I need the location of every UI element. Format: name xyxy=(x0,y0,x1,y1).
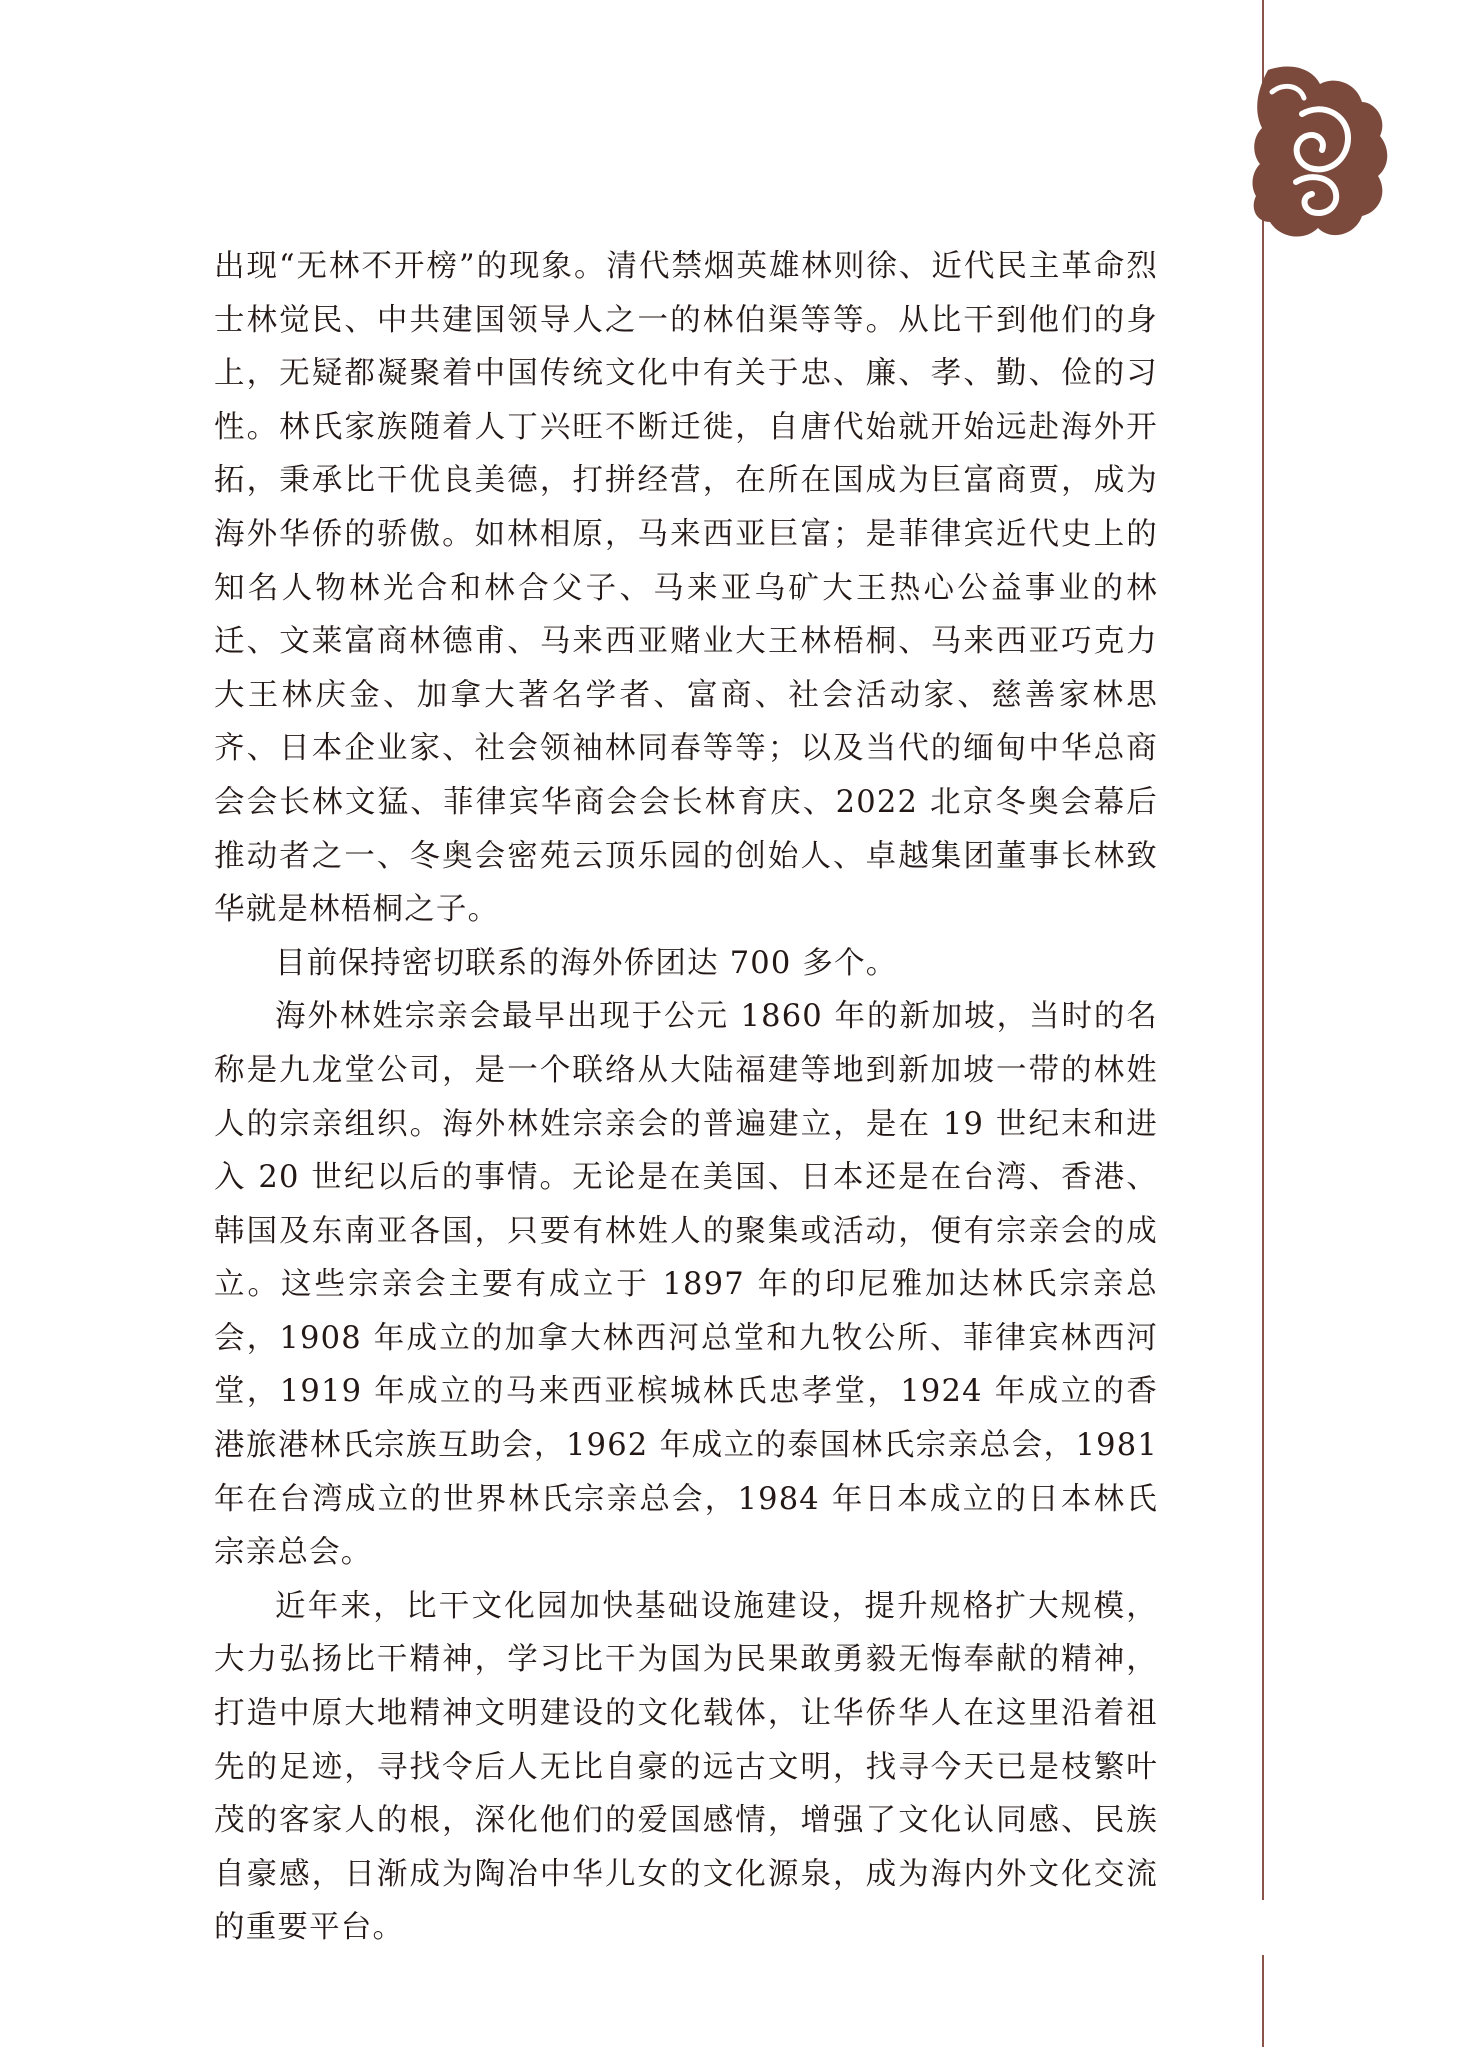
body-text xyxy=(214,240,1158,1955)
margin-rule-top xyxy=(1262,0,1264,1900)
margin-rule-bottom xyxy=(1262,1955,1264,2047)
paragraph: 近年来，比干文化园加快基础设施建设，提升规格扩大规模，大力弘扬比干精神，学习比干为国为民果敢勇毅无悔奉献的精神，打造中原大地精神文明建设的文化载体，让华侨华人在这里沿着祖先的足迹，寻找令后人无比自豪的远古文明，找寻今天已是枝繁叶茂的客家人的根，深化他们的爱国感情，增强了文化认同感、民族自豪感，日渐成为陶冶中华儿女的文化源泉，成为海内外文化交流的重要平台。 xyxy=(214,1588,1158,1946)
auspicious-cloud-icon xyxy=(1250,62,1390,242)
paragraph: 目前保持密切联系的海外侨团达 700 多个。 xyxy=(275,945,898,981)
paragraph: 海外林姓宗亲会最早出现于公元 1860 年的新加坡，当时的名称是九龙堂公司，是一个联络从大陆福建等地到新加坡一带的林姓人的宗亲组织。海外林姓宗亲会的普遍建立，是在 19 世纪末和进入 20 世纪以后的事情。无论是在美国、日本还是在台湾、香港、韩国及东南亚各国，只要有林姓人的聚集或活动，便有宗亲会的成立。这些宗亲会主要有成立于 1897 年的印尼雅加达林氏宗亲总会，1908 年成立的加拿大林西河总堂和九牧公所、菲律宾林西河堂，1919 年成立的马来西亚槟城林氏忠孝堂，1924 年成立的香港旅港林氏宗族互助会，1962 年成立的泰国林氏宗亲总会，1981 年在台湾成立的世界林氏宗亲总会，1984 年日本成立的日本林氏宗亲总会。 xyxy=(214,999,1158,1571)
paragraph: 出现“无林不开榜”的现象。清代禁烟英雄林则徐、近代民主革命烈士林觉民、中共建国领导人之一的林伯渠等等。从比干到他们的身上，无疑都凝聚着中国传统文化中有关于忠、廉、孝、勤、俭的习性。林氏家族随着人丁兴旺不断迁徙，自唐代始就开始远赴海外开拓，秉承比干优良美德，打拼经营，在所在国成为巨富商贾，成为海外华侨的骄傲。如林相原，马来西亚巨富；是菲律宾近代史上的知名人物林光合和林合父子、马来亚乌矿大王热心公益事业的林迁、文莱富商林德甫、马来西亚赌业大王林梧桐、马来西亚巧克力大王林庆金、加拿大著名学者、富商、社会活动家、慈善家林思齐、日本企业家、社会领袖林同春等等；以及当代的缅甸中华总商会会长林文猛、菲律宾华商会会长林育庆、2022 北京冬奥会幕后推动者之一、冬奥会密苑云顶乐园的创始人、卓越集团董事长林致华就是林梧桐之子。 xyxy=(214,249,1158,928)
